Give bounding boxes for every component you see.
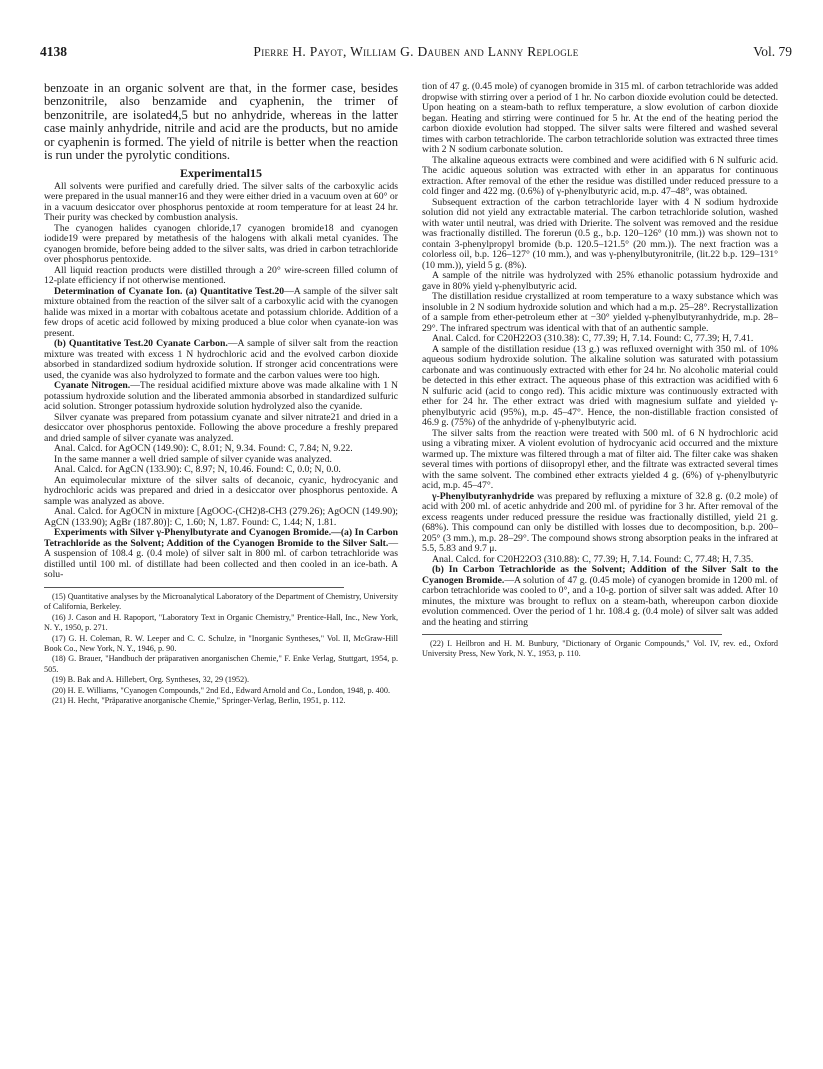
paragraph: A sample of the distillation residue (13 g.) was refluxed overnight with 350 ml. of 10% aqueous sodium hydroxide solution. The alkaline solution was saturated with potassium carbonate and was continuously extracted with ether for 24 hr. No alcoholic material could be detected in this ether extract. The aqueous phase of this extraction was acidified with 6 N sulfuric acid (acid to congo red). This acidic mixture was continuously extracted with ether for 24 hr. The ether extract was dried with magnesium sulfate and yielded γ-phenylbutyric acid (95%), m.p. 45–47°. Hence, the non-distillable fraction consisted of 46.9 g. (75%) of the anhydride of γ-phenylbutyric acid. bbox=[422, 343, 778, 428]
run-in-heading: Experiments with Silver γ-Phenylbutyrate and Cyanogen Bromide.—(a) In Carbon Tetrachloride as the Solvent; Addition of the Cyanogen Bromide to the Silver Salt. bbox=[44, 527, 398, 549]
paragraph: The alkaline aqueous extracts were combined and were acidified with 6 N sulfuric acid. The acidic aqueous solution was extracted with ether in an apparatus for continuous extraction. After removal of the ether the residue was distilled under reduced pressure to a cold finger and 422 mg. (0.6%) of γ-phenylbutyric acid, m.p. 47–48°, was obtained. bbox=[422, 154, 778, 197]
footnote: (20) H. E. Williams, "Cyanogen Compounds," 2nd Ed., Edward Arnold and Co., London, 1948, p. 400. bbox=[52, 685, 390, 695]
paragraph: The cyanogen halides cyanogen chloride,17 cyanogen bromide18 and cyanogen iodide19 were prepared by metathesis of the halogens with alkali metal cyanides. The cyanogen bromide, before being added to the silver salts, was dried in carbon tetrachloride over phosphorus pentoxide. bbox=[44, 222, 398, 266]
paragraph: All solvents were purified and carefully dried. The silver salts of the carboxylic acids were prepared in the usual manner16 and they were either dried in a vacuum oven at 60° or in a vacuum desiccator over phosphorus pentoxide at room temperature for at least 24 hr. Their purity was checked by combustion analysis. bbox=[44, 180, 398, 224]
footnote: (16) J. Cason and H. Rapoport, "Laboratory Text in Organic Chemistry," Prentice-Hall, Inc., New York, N. Y., 1950, p. 271. bbox=[44, 612, 398, 633]
footnote: (17) G. H. Coleman, R. W. Leeper and C. C. Schulze, in "Inorganic Syntheses," Vol. II, McGraw-Hill Book Co., New York, N. Y., 1946, p. 90. bbox=[44, 633, 398, 653]
footnote: (19) B. Bak and A. Hillebert, Org. Syntheses, 32, 29 (1952). bbox=[52, 675, 250, 685]
run-in-heading: Determination of Cyanate Ion. (a) Quantitative Test.20 bbox=[54, 285, 285, 297]
run-in-heading: Cyanate Nitrogen. bbox=[54, 380, 131, 392]
paragraph: Experiments with Silver γ-Phenylbutyrate and Cyanogen Bromide.—(a) In Carbon Tetrachloride as the Solvent; Addition of the Cyanogen Bromide to the Silver Salt.—A suspension of 108.4 g. (0.4 mole) of silver salt in 800 ml. of carbon tetrachloride was distilled until 100 ml. of distillate had been collected and then cooled in an ice-bath. A solu- bbox=[44, 527, 398, 581]
intro-paragraph: benzoate in an organic solvent are that, in the former case, besides benzonitrile, also benzamide and cyaphenin, the trimer of benzonitrile, are isolated4,5 but no anhydride, whereas in the latter case mainly anhydride, nitrile and acid are the products, but no amide or cyaphenin is formed. The yield of nitrile is better when the reaction is run under the pyrolytic conditions. bbox=[44, 81, 398, 163]
page-number: 4138 bbox=[40, 44, 67, 59]
paragraph: The silver salts from the reaction were treated with 500 ml. of 6 N hydrochloric acid using a vibrating mixer. A violent evolution of hydrocyanic acid occurred and the mixture warmed up. The mixture was filtered through a mat of filter aid. The filter cake was shaken several times with portions of diisopropyl ether, and the filtrate was extracted several times with the same solvent. The combined ether extracts yielded 4 g. (6%) of γ-phenylbutyric acid, m.p. 45–47°. bbox=[422, 427, 778, 491]
run-in-heading: (b) In Carbon Tetrachloride as the Solvent; Addition of the Silver Salt to the Cyanogen Bromide. bbox=[422, 564, 778, 586]
footnote: (15) Quantitative analyses by the Microanalytical Laboratory of the Department of Chemistry, University of California, Berkeley. bbox=[44, 591, 398, 612]
paragraph: (b) Quantitative Test.20 Cyanate Carbon.—A sample of silver salt from the reaction mixture was treated with excess 1 N hydrochloric acid and the evolved carbon dioxide absorbed in standardized sodium hydroxide solution. If stronger acid concentrations were used, the cyanide was also hydrolyzed to formate and the carbon values were too high. bbox=[44, 338, 398, 381]
analysis-line: Anal. Calcd. for AgOCN (149.90): C, 8.01; N, 9.34. Found: C, 7.84; N, 9.22. bbox=[54, 443, 353, 455]
analysis-line: Anal. Calcd. for AgOCN in mixture [AgOOC-(CH2)8-CH3 (279.26); AgOCN (149.90); AgCN (133.90); AgBr (187.80)]: C, 1.60; N, 1.87. Found: C, 1.44; N, 1.81. bbox=[44, 506, 398, 528]
volume-label: Vol. 79 bbox=[753, 44, 792, 59]
paragraph: tion of 47 g. (0.45 mole) of cyanogen bromide in 315 ml. of carbon tetrachloride was added dropwise with stirring over a period of 1 hr. No carbon dioxide evolution could be detected. Upon heating on a steam-bath to reflux temperature, a slow evolution of carbon dioxide began. Heating and stirring were continued for 5 hr. At the end of the heating period the carbon dioxide evolution had stopped. The silver salts were filtered and washed several times with carbon tetrachloride. The carbon tetrachloride solution was extracted three times with 2 N sodium carbonate solution. bbox=[422, 81, 778, 155]
footnote-divider bbox=[44, 587, 344, 588]
paragraph: Determination of Cyanate Ion. (a) Quantitative Test.20—A sample of the silver salt mixture obtained from the reaction of the silver salt of a carboxylic acid with the cyanogen halide was mixed in a mortar with cobaltous acetate and potassium chloride. Addition of a few drops of acetic acid followed by mixing produced a blue color when cyanate-ion was present. bbox=[44, 285, 398, 339]
paragraph: Cyanate Nitrogen.—The residual acidified mixture above was made alkaline with 1 N potassium hydroxide solution and the liberated ammonia absorbed in standardized sulfuric acid solution. Stronger potassium hydroxide solution hydrolyzed also the cyanide. bbox=[44, 380, 398, 413]
run-in-heading: γ-Phenylbutyranhydride bbox=[432, 490, 534, 502]
paragraph: Silver cyanate was prepared from potassium cyanate and silver nitrate21 and dried in a desiccator over phosphorus pentoxide. Following the above procedure a freshly prepared and dried sample of silver cyanate was analyzed. bbox=[44, 411, 398, 444]
left-column bbox=[44, 82, 398, 706]
footnote-divider bbox=[422, 634, 722, 635]
paragraph: The distillation residue crystallized at room temperature to a waxy substance which was insoluble in 2 N sodium hydroxide solution and which had a m.p. 25–28°. Recrystallization of a sample from ether-petroleum ether at −30° yielded γ-phenylbutyranhydride, m.p. 28–29°. The infrared spectrum was identical with that of an authentic sample. bbox=[422, 291, 778, 334]
paragraph: Subsequent extraction of the carbon tetrachloride layer with 4 N sodium hydroxide solution did not yield any extractable material. The carbon tetrachloride solution, washed with water until neutral, was dried with Drierite. The solvent was removed and the residue was fractionally distilled. The forerun (0.5 g., b.p. 120–126° (10 mm.)) was shown not to contain 3-phenylpropyl bromide (b.p. 120.5–121.5° (20 mm.)). The next fraction was a colorless oil, b.p. 126–127° (10 mm.), and was γ-phenylbutyronitrile, (lit.22 b.p. 129–131° (10 mm.)), yield 5 g. (8%). bbox=[422, 196, 778, 271]
paragraph: In the same manner a well dried sample of silver cyanide was analyzed. bbox=[54, 453, 332, 465]
right-column bbox=[422, 82, 778, 660]
running-header bbox=[40, 44, 792, 64]
paragraph: An equimolecular mixture of the silver salts of decanoic, cyanic, hydrocyanic and hydrochloric acids was prepared and dried in a desiccator over phosphorus pentoxide. A sample was analyzed as above. bbox=[44, 474, 398, 507]
analysis-line: Anal. Calcd. for C20H22O3 (310.88): C, 77.39; H, 7.14. Found: C, 77.48; H, 7.35. bbox=[432, 553, 754, 565]
section-heading-experimental: Experimental15 bbox=[180, 166, 262, 181]
footnote: (18) G. Brauer, "Handbuch der präparativen anorganischen Chemie," F. Enke Verlag, Stuttgart, 1954, p. 505. bbox=[44, 654, 398, 674]
analysis-line: Anal. Calcd. for AgCN (133.90): C, 8.97; N, 10.46. Found: C, 0.0; N, 0.0. bbox=[54, 464, 341, 476]
running-title: Pierre H. Payot, William G. Dauben and Lanny Replogle bbox=[253, 44, 579, 59]
analysis-line: Anal. Calcd. for C20H22O3 (310.38): C, 77.39; H, 7.14. Found: C, 77.39; H, 7.41. bbox=[432, 333, 754, 344]
footnotes-right bbox=[422, 639, 778, 660]
footnote: (21) H. Hecht, "Präparative anorganische Chemie," Springer-Verlag, Berlin, 1951, p. 112. bbox=[52, 696, 346, 705]
footnote: (22) I. Heilbron and H. M. Bunbury, "Dictionary of Organic Compounds," Vol. IV, rev. ed., Oxford University Press, New York, N. Y., 1953, p. 110. bbox=[422, 639, 778, 659]
paragraph: A sample of the nitrile was hydrolyzed with 25% ethanolic potassium hydroxide and gave in 80% yield γ-phenylbutyric acid. bbox=[422, 270, 778, 292]
footnotes-left bbox=[44, 592, 398, 706]
run-in-heading: (b) Quantitative Test.20 Cyanate Carbon. bbox=[54, 338, 228, 350]
paragraph: γ-Phenylbutyranhydride was prepared by refluxing a mixture of 32.8 g. (0.2 mole) of acid with 200 ml. of acetic anhydride and 200 ml. of pyridine for 3 hr. After removal of the excess reagents under reduced pressure the residue was fractionally distilled, yield 21 g. (68%). This compound can only be distilled with losses due to decomposition, b.p. 200–205° (3 mm.), m.p. 28–29°. The compound shows strong absorption peaks in the infrared at 5.5, 5.83 and 9.7 μ. bbox=[422, 490, 778, 554]
paragraph: All liquid reaction products were distilled through a 20° wire-screen filled column of 12-plate efficiency if not otherwise mentioned. bbox=[44, 264, 398, 287]
paragraph: (b) In Carbon Tetrachloride as the Solvent; Addition of the Silver Salt to the Cyanogen Bromide.—A solution of 47 g. (0.45 mole) of cyanogen bromide in 1200 ml. of carbon tetrachloride was cooled to 0°, and a 10-g. portion of silver salt was added. After 10 minutes, the mixture was brought to reflux on a steam-bath, whereupon carbon dioxide evolution commenced. Over the period of 1 hr. 108.4 g. (0.4 mole) of silver salt was added and the heating and stirring bbox=[422, 564, 778, 628]
